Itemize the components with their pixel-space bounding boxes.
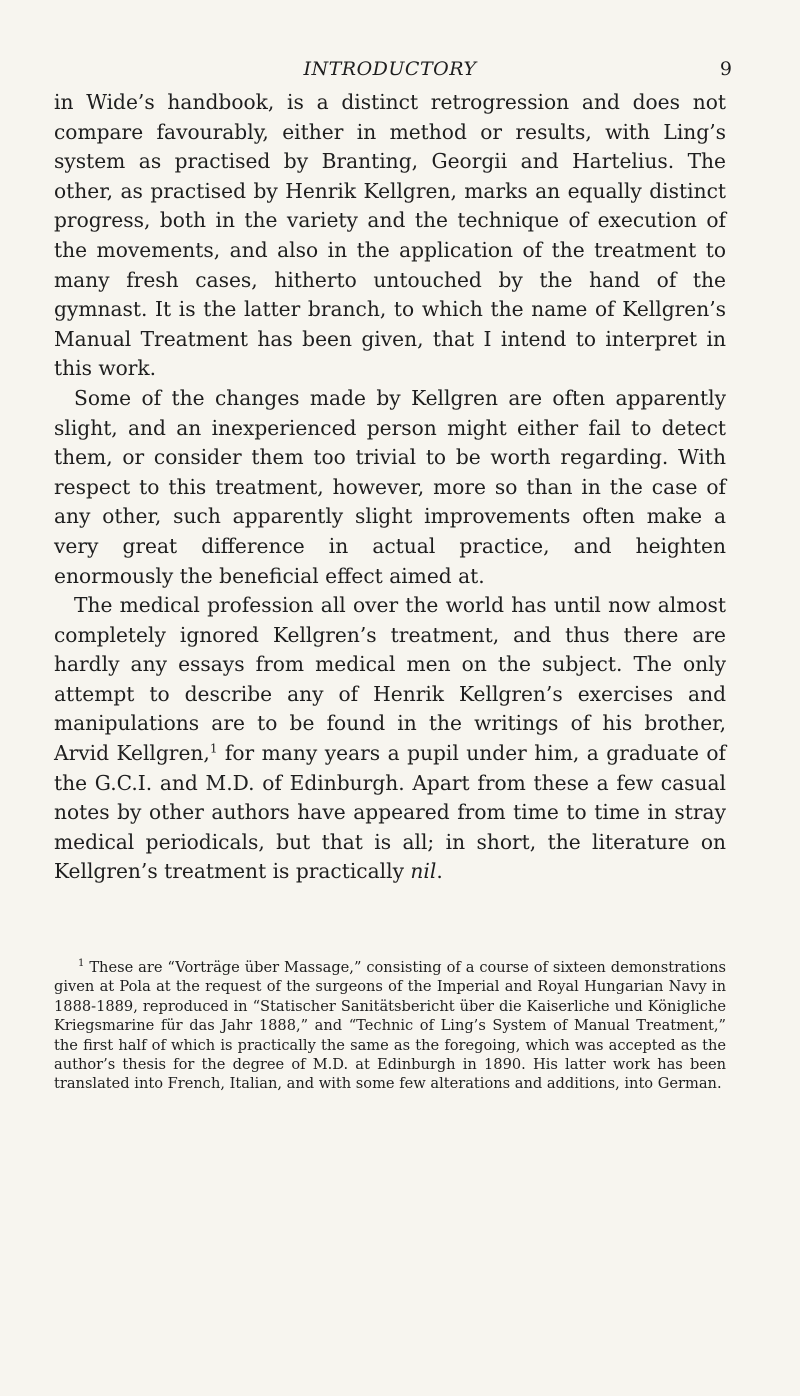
footnote	[54, 958, 726, 1094]
paragraph-3	[54, 591, 726, 887]
header-title: INTRODUCTORY	[303, 58, 477, 80]
book-page	[54, 58, 732, 1093]
paragraph-1: in Wide’s handbook, is a distinct retrogression and does not compare favourably, either in method or results, with Ling’s system as practised by Branting, Georgii and Hartelius. The other, as practised by Henrik Kellgren, marks an equally distinct progress, both in the variety and the technique of execution of the movements, and also in the application of the treatment to many fresh cases, hitherto untouched by the hand of the gymnast. It is the latter branch, to which the name of Kellgren’s Manual Treatment has been given, that I intend to interpret in this work.	[54, 90, 726, 381]
body-text	[54, 88, 726, 887]
paragraph-2: Some of the changes made by Kellgren are often apparently slight, and an inexperienced person might either fail to detect them, or consider them too trivial to be worth regarding. With respect to this treatment, however, more so than in the case of any other, such apparently slight improvements often make a very great difference in actual practice, and heighten enormously the beneficial effect aimed at.	[54, 385, 726, 588]
paragraph-3-end: .	[436, 859, 443, 884]
paragraph-3-middle: for many years a pupil under him, a graduate of the G.C.I. and M.D. of Edinburgh. Apart from these a few casual notes by other authors have appeared from time to time in stray medical periodicals, but that is all; in short, the literature on Kellgren’s treatment is practically	[54, 741, 726, 884]
footnote-text: These are “Vorträge über Massage,” consisting of a course of sixteen demonstrations given at Pola at the request of the surgeons of the Imperial and Royal Hungarian Navy in 1888-1889, reproduced in “Statischer Sanitätsbericht über die Kaiserliche und Königliche Kriegsmarine für das Jahr 1888,” and “Technic of Ling’s System of Manual Treatment,” the first half of which is practically the same as the foregoing, which was accepted as the author’s thesis for the degree of M.D. at Edinburgh in 1890. His latter work has been translated into French, Italian, and with some few alterations and additions, into German.	[54, 959, 726, 1093]
paragraph-3-italic: nil	[410, 859, 437, 884]
page-number: 9	[719, 58, 732, 80]
paragraph-3-start: The medical profession all over the world has until now almost completely ignored Kellgren’s treatment, and thus there are hardly any essays from medical men on the subject. The only attempt to describe any of Henrik Kellgren’s exercises and manipulations are to be found in the writings of his brother, Arvid Kellgren,	[54, 593, 726, 766]
footnote-reference: 1	[209, 741, 218, 756]
footnote-number: 1	[78, 958, 85, 970]
running-header	[54, 58, 732, 84]
